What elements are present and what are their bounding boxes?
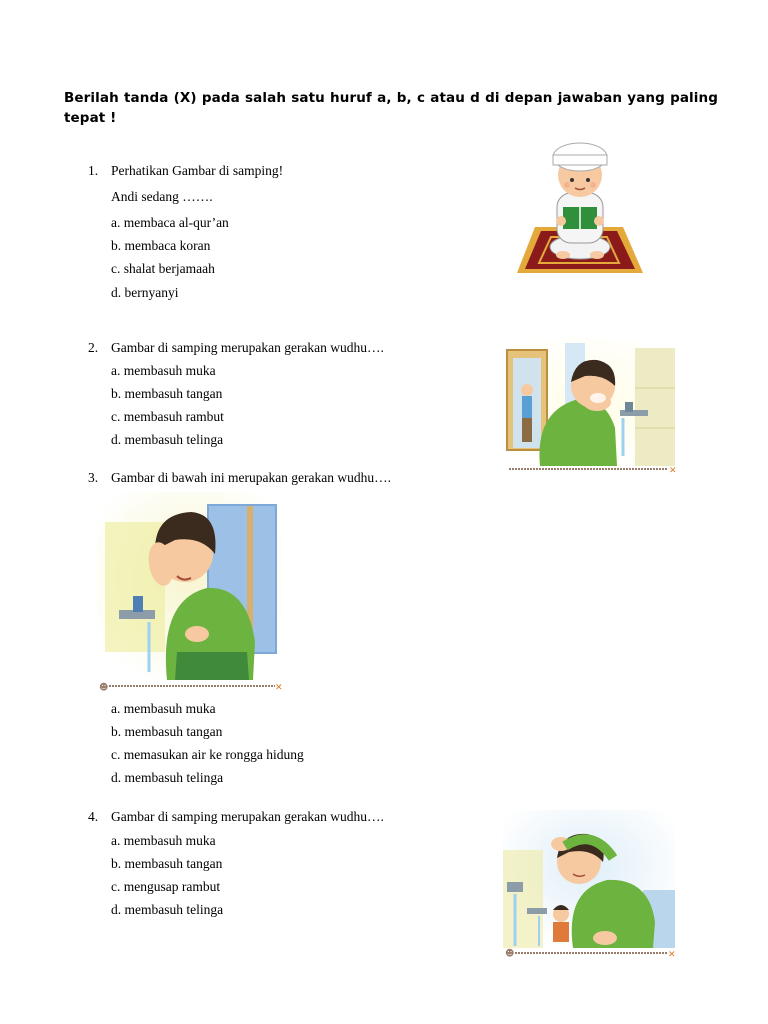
option-d[interactable]: d. membasuh telinga	[111, 770, 224, 785]
option-c[interactable]: c. memasukan air ke rongga hidung	[111, 747, 304, 762]
question-text: Gambar di samping merupakan gerakan wudhu….	[111, 809, 384, 824]
option-d[interactable]: d. membasuh telinga	[111, 902, 224, 917]
question-text: Gambar di samping merupakan gerakan wudhu….	[111, 340, 384, 355]
option-a[interactable]: a. membasuh muka	[111, 833, 216, 848]
option-a[interactable]: a. membasuh muka	[111, 363, 216, 378]
question-number: 1.	[88, 163, 99, 178]
option-d[interactable]: d. bernyanyi	[111, 285, 179, 300]
boy-reading-quran-illustration	[515, 135, 645, 277]
option-b[interactable]: b. membasuh tangan	[111, 724, 223, 739]
option-a[interactable]: a. membasuh muka	[111, 701, 216, 716]
option-d[interactable]: d. membasuh telinga	[111, 432, 224, 447]
question-number: 4.	[88, 809, 99, 824]
option-b[interactable]: b. membasuh tangan	[111, 386, 223, 401]
option-b[interactable]: b. membasuh tangan	[111, 856, 223, 871]
svg-text:✕: ✕	[669, 466, 677, 476]
svg-text:☻: ☻	[99, 683, 109, 693]
boy-washing-face-illustration	[505, 338, 677, 476]
option-c[interactable]: c. mengusap rambut	[111, 879, 221, 894]
question-subtext: Andi sedang …….	[111, 189, 213, 204]
option-c[interactable]: c. membasuh rambut	[111, 409, 224, 424]
question-text: Perhatikan Gambar di samping!	[111, 163, 284, 178]
boy-wiping-hair-illustration	[503, 810, 679, 960]
svg-text:✕: ✕	[275, 683, 283, 693]
option-b[interactable]: b. membaca koran	[111, 238, 211, 253]
svg-text:✕: ✕	[668, 950, 676, 960]
instruction-text: Berilah tanda (X) pada salah satu huruf a, b, c atau d di depan jawaban yang paling tepat !	[64, 90, 718, 126]
svg-text:☻: ☻	[505, 949, 515, 959]
question-number: 2.	[88, 340, 99, 355]
question-text: Gambar di bawah ini merupakan gerakan wudhu….	[111, 470, 392, 485]
question-number: 3.	[88, 470, 99, 485]
option-c[interactable]: c. shalat berjamaah	[111, 261, 215, 276]
boy-rinsing-nose-illustration	[97, 492, 287, 694]
option-a[interactable]: a. membaca al-qur’an	[111, 215, 229, 230]
